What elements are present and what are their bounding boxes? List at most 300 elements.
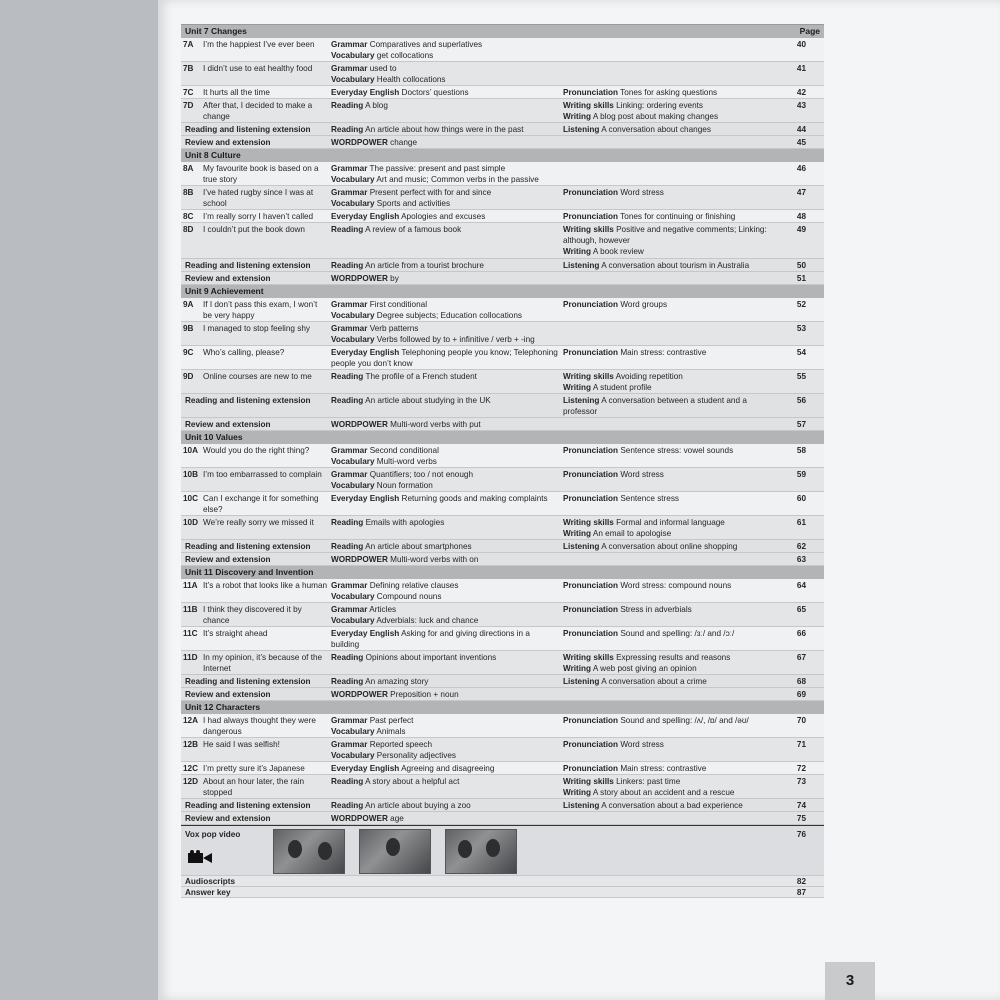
content-line: [563, 541, 783, 552]
language-focus: [331, 260, 559, 271]
lesson-title: Online courses are new to me: [203, 372, 312, 381]
skill-text: Health collocations: [374, 75, 446, 84]
content-line: [331, 211, 559, 222]
skills-focus: [563, 541, 783, 552]
language-focus: [331, 776, 559, 787]
page-ref: 62: [796, 542, 806, 551]
lesson-title: About an hour later, the rain stopped: [203, 777, 305, 797]
content-line: [331, 469, 559, 480]
skills-focus: [563, 800, 783, 811]
content-line: [331, 63, 559, 74]
skill-text: Stress in adverbials: [618, 605, 692, 614]
skill-text: A book review: [591, 247, 644, 256]
skill-text: Compound nouns: [374, 592, 442, 601]
lesson-row: [181, 186, 824, 210]
page-ref: 61: [796, 518, 806, 527]
content-line: [563, 652, 783, 663]
skill-text: Art and music; Common verbs in the passive: [374, 175, 539, 184]
content-line: [331, 198, 559, 209]
skill-text: A web post giving an opinion: [591, 664, 697, 673]
video-thumbnail[interactable]: [445, 829, 517, 874]
skill-text: Sports and activities: [374, 199, 451, 208]
skill-label: Everyday English: [331, 348, 400, 357]
skills-focus: [563, 517, 783, 539]
skill-text: A conversation about a crime: [599, 677, 707, 686]
skill-text: Apologies and excuses: [399, 212, 486, 221]
lesson-code: 11A: [183, 581, 198, 590]
language-focus: [331, 469, 559, 491]
content-line: [563, 211, 783, 222]
skill-text: Preposition + noun: [387, 690, 459, 699]
skills-focus: [563, 395, 783, 417]
skill-label: Listening: [563, 396, 600, 405]
skill-label: Vocabulary: [331, 175, 375, 184]
contents-table: [181, 24, 824, 898]
unit-header: [181, 701, 824, 714]
content-line: [331, 615, 559, 626]
skill-label: Writing: [563, 247, 592, 256]
lesson-row: [181, 444, 824, 468]
skill-label: Reading: [331, 372, 364, 381]
skill-label: Writing skills: [563, 101, 614, 110]
skill-label: Grammar: [331, 324, 368, 333]
language-focus: [331, 676, 559, 687]
skills-focus: [563, 628, 783, 639]
language-focus: [331, 628, 559, 650]
page-ref: 75: [796, 814, 806, 823]
skill-label: Pronunciation: [563, 764, 619, 773]
extension-row: [181, 123, 824, 136]
skill-text: Personality adjectives: [374, 751, 456, 760]
content-line: [331, 676, 559, 687]
content-line: [563, 260, 783, 271]
language-focus: [331, 517, 559, 528]
lesson-code: 9A: [183, 300, 194, 309]
skill-text: Tones for continuing or finishing: [618, 212, 736, 221]
skill-text: A conversation between a student and a professor: [563, 396, 747, 416]
skill-label: Grammar: [331, 470, 368, 479]
video-thumbnail[interactable]: [273, 829, 345, 874]
skill-text: Positive and negative comments; Linking: although, however: [563, 225, 767, 245]
skill-label: WORDPOWER: [331, 555, 388, 564]
content-line: [563, 382, 783, 393]
skills-focus: [563, 445, 783, 456]
skill-label: Pronunciation: [563, 470, 619, 479]
content-line: [331, 334, 559, 345]
skills-focus: [563, 493, 783, 504]
video-camera-icon: [187, 850, 213, 864]
skill-text: Comparatives and superlatives: [367, 40, 483, 49]
content-line: [563, 445, 783, 456]
page-ref: 47: [796, 188, 806, 197]
lesson-code: 10C: [183, 494, 199, 503]
skill-label: Grammar: [331, 740, 368, 749]
content-line: [331, 100, 559, 111]
skill-text: used to: [367, 64, 397, 73]
skills-focus: [563, 224, 783, 257]
lesson-row: [181, 492, 824, 516]
content-line: [331, 554, 559, 565]
skill-text: A blog post about making changes: [591, 112, 719, 121]
skill-label: Writing: [563, 788, 592, 797]
skills-focus: [563, 776, 783, 798]
skill-label: Reading: [331, 801, 364, 810]
content-line: [563, 469, 783, 480]
extension-title: Review and extension: [185, 420, 271, 429]
skill-label: Reading: [331, 261, 364, 270]
extension-row: [181, 394, 824, 418]
content-line: [331, 480, 559, 491]
skill-label: Grammar: [331, 164, 368, 173]
language-focus: [331, 604, 559, 626]
skill-label: Reading: [331, 225, 364, 234]
lesson-code: 8C: [183, 212, 194, 221]
skill-text: A blog: [363, 101, 388, 110]
content-line: [331, 39, 559, 50]
language-focus: [331, 419, 559, 430]
skill-label: WORDPOWER: [331, 690, 388, 699]
content-line: [563, 787, 783, 798]
page-ref: 69: [796, 690, 806, 699]
language-focus: [331, 187, 559, 209]
content-line: [331, 445, 559, 456]
skill-text: Tones for asking questions: [618, 88, 718, 97]
skill-label: Vocabulary: [331, 751, 375, 760]
page-ref: 46: [796, 164, 806, 173]
extension-title: Reading and listening extension: [185, 801, 311, 810]
skill-text: A conversation about changes: [599, 125, 711, 134]
lesson-code: 7A: [183, 40, 194, 49]
page-ref: 60: [796, 494, 806, 503]
skills-focus: [563, 87, 783, 98]
lesson-row: [181, 762, 824, 775]
lesson-code: 8B: [183, 188, 194, 197]
skill-text: Doctors’ questions: [399, 88, 469, 97]
skill-text: First conditional: [367, 300, 428, 309]
content-line: [563, 224, 783, 246]
lesson-code: 7C: [183, 88, 194, 97]
skill-text: Main stress: contrastive: [618, 348, 707, 357]
skill-text: Sentence stress: [618, 494, 680, 503]
content-line: [563, 580, 783, 591]
skill-label: Reading: [331, 777, 364, 786]
skill-text: An article about smartphones: [363, 542, 472, 551]
page-ref: 74: [796, 801, 806, 810]
skill-text: Adverbials: luck and chance: [374, 616, 479, 625]
skill-label: Listening: [563, 801, 600, 810]
lesson-code: 11C: [183, 629, 198, 638]
skill-label: WORDPOWER: [331, 274, 388, 283]
content-line: [563, 246, 783, 257]
lesson-title: We’re really sorry we missed it: [203, 518, 314, 527]
page-ref: 64: [796, 581, 806, 590]
lesson-code: 8D: [183, 225, 194, 234]
content-line: [563, 676, 783, 687]
skill-label: Vocabulary: [331, 481, 375, 490]
skill-label: Writing skills: [563, 372, 614, 381]
page-ref: 54: [796, 348, 806, 357]
content-line: [331, 517, 559, 528]
skill-text: Linking: ordering events: [613, 101, 704, 110]
skill-text: The profile of a French student: [363, 372, 477, 381]
extension-row: [181, 553, 824, 566]
skill-text: Multi-word verbs with on: [387, 555, 479, 564]
page-ref: 53: [796, 324, 806, 333]
skill-text: Avoiding repetition: [613, 372, 683, 381]
content-line: [331, 174, 559, 185]
skill-text: An email to apologise: [591, 529, 672, 538]
unit-header: [181, 25, 824, 38]
skills-focus: [563, 469, 783, 480]
skill-label: Grammar: [331, 188, 368, 197]
skill-label: Grammar: [331, 605, 368, 614]
skill-text: change: [387, 138, 417, 147]
extension-row: [181, 799, 824, 812]
skill-text: A story about an accident and a rescue: [591, 788, 735, 797]
language-focus: [331, 124, 559, 135]
skill-text: Expressing results and reasons: [613, 653, 731, 662]
skill-text: get collocations: [374, 51, 434, 60]
unit-header: [181, 431, 824, 444]
page-ref: 41: [796, 64, 806, 73]
skill-text: Sound and spelling: /ɜː/ and /ɔː/: [618, 629, 735, 638]
video-thumbnail[interactable]: [359, 829, 431, 874]
content-line: [331, 776, 559, 787]
language-focus: [331, 299, 559, 321]
lesson-title: Who’s calling, please?: [203, 348, 285, 357]
lesson-title: I had always thought they were dangerous: [203, 716, 316, 736]
lesson-row: [181, 579, 824, 603]
extension-row: [181, 675, 824, 688]
lesson-code: 10B: [183, 470, 199, 479]
appendix-title: Answer key: [185, 888, 231, 897]
skills-focus: [563, 763, 783, 774]
page-ref: 67: [796, 653, 806, 662]
content-line: [563, 628, 783, 639]
language-focus: [331, 554, 559, 565]
unit-header: [181, 285, 824, 298]
content-line: [563, 187, 783, 198]
language-focus: [331, 715, 559, 737]
skill-text: A story about a helpful act: [363, 777, 460, 786]
content-line: [563, 395, 783, 417]
lesson-row: [181, 322, 824, 346]
content-line: [331, 726, 559, 737]
lesson-code: 10D: [183, 518, 199, 527]
language-focus: [331, 347, 559, 369]
page-ref: 50: [796, 261, 806, 270]
page-ref: 55: [796, 372, 806, 381]
skill-text: Degree subjects; Education collocations: [374, 311, 522, 320]
lesson-title: I’ve hated rugby since I was at school: [203, 188, 314, 208]
skill-text: Present perfect with for and since: [367, 188, 492, 197]
skills-focus: [563, 580, 783, 591]
unit-title: Unit 12 Characters: [185, 702, 261, 712]
page-column-header: Page: [799, 26, 820, 36]
lesson-row: [181, 38, 824, 62]
content-line: [331, 628, 559, 650]
page-ref: 49: [796, 225, 806, 234]
content-line: [331, 395, 559, 406]
page-ref: 71: [796, 740, 806, 749]
skill-text: Verb patterns: [367, 324, 419, 333]
page-ref: 52: [796, 300, 806, 309]
skill-text: Word stress: [618, 188, 664, 197]
skill-text: Emails with apologies: [363, 518, 445, 527]
skill-text: Word stress: [618, 740, 664, 749]
extension-title: Review and extension: [185, 274, 271, 283]
extension-row: [181, 540, 824, 553]
content-line: [331, 715, 559, 726]
skill-label: Vocabulary: [331, 335, 375, 344]
content-line: [563, 87, 783, 98]
lesson-code: 12C: [183, 764, 199, 773]
content-line: [563, 111, 783, 122]
lesson-row: [181, 516, 824, 540]
language-focus: [331, 763, 559, 774]
appendix-row: [181, 887, 824, 898]
lesson-row: [181, 346, 824, 370]
skill-label: Pronunciation: [563, 212, 619, 221]
skill-text: Sound and spelling: /ʌ/, /ɒ/ and /əʊ/: [618, 716, 749, 725]
appendix-title: Audioscripts: [185, 877, 236, 886]
content-line: [331, 371, 559, 382]
skill-label: Everyday English: [331, 88, 400, 97]
skill-text: Telephoning people you know; Telephoning people you don’t know: [331, 348, 558, 368]
lesson-title: If I don’t pass this exam, I won’t be very happy: [203, 300, 318, 320]
skills-focus: [563, 371, 783, 393]
skill-text: Word groups: [618, 300, 668, 309]
content-line: [563, 776, 783, 787]
extension-title: Review and extension: [185, 814, 271, 823]
skill-label: Grammar: [331, 64, 368, 73]
extension-title: Review and extension: [185, 555, 271, 564]
content-line: [331, 347, 559, 369]
page-number: 3: [825, 962, 875, 1000]
language-focus: [331, 445, 559, 467]
language-focus: [331, 580, 559, 602]
skills-focus: [563, 124, 783, 135]
language-focus: [331, 541, 559, 552]
skill-text: Main stress: contrastive: [618, 764, 707, 773]
skill-label: Reading: [331, 653, 364, 662]
extension-row: [181, 136, 824, 149]
skills-focus: [563, 604, 783, 615]
page-ref: 70: [796, 716, 806, 725]
skill-text: Linkers: past time: [613, 777, 681, 786]
lesson-row: [181, 603, 824, 627]
page-ref: 42: [796, 88, 806, 97]
language-focus: [331, 211, 559, 222]
skill-text: Word stress: [618, 470, 664, 479]
skill-label: WORDPOWER: [331, 814, 388, 823]
content-line: [563, 124, 783, 135]
content-line: [331, 323, 559, 334]
lesson-title: I’m pretty sure it’s Japanese: [203, 764, 305, 773]
skill-text: age: [387, 814, 404, 823]
extension-row: [181, 812, 824, 825]
language-focus: [331, 371, 559, 382]
lesson-code: 9C: [183, 348, 194, 357]
skill-text: Returning goods and making complaints: [399, 494, 548, 503]
page-ref: 57: [796, 420, 806, 429]
skill-text: by: [387, 274, 399, 283]
skill-label: Vocabulary: [331, 592, 375, 601]
content-line: [331, 310, 559, 321]
extension-title: Reading and listening extension: [185, 261, 311, 270]
content-line: [331, 813, 559, 824]
skill-text: Past perfect: [367, 716, 414, 725]
skill-label: Everyday English: [331, 764, 400, 773]
skill-text: Word stress: compound nouns: [618, 581, 732, 590]
skill-label: Grammar: [331, 581, 368, 590]
content-line: [331, 187, 559, 198]
skill-text: Formal and informal language: [613, 518, 725, 527]
lesson-row: [181, 651, 824, 675]
unit-title: Unit 8 Culture: [185, 150, 241, 160]
language-focus: [331, 689, 559, 700]
page-ref: 48: [796, 212, 806, 221]
language-focus: [331, 163, 559, 185]
skill-label: Everyday English: [331, 494, 400, 503]
lesson-title: Would you do the right thing?: [203, 446, 310, 455]
skill-text: Quantifiers; too / not enough: [367, 470, 474, 479]
lesson-title: It’s straight ahead: [203, 629, 268, 638]
lesson-title: He said I was selfish!: [203, 740, 280, 749]
skill-text: An article about how things were in the past: [363, 125, 524, 134]
skills-focus: [563, 100, 783, 122]
skill-label: WORDPOWER: [331, 138, 388, 147]
extension-row: [181, 418, 824, 431]
lesson-title: Can I exchange it for something else?: [203, 494, 319, 514]
skill-label: Vocabulary: [331, 51, 375, 60]
lesson-title: I’m too embarrassed to complain: [203, 470, 322, 479]
lesson-title: I’m the happiest I’ve ever been: [203, 40, 315, 49]
page-ref: 82: [796, 877, 806, 886]
skill-label: Everyday English: [331, 629, 400, 638]
extension-row: [181, 688, 824, 701]
skill-label: Vocabulary: [331, 727, 375, 736]
skills-focus: [563, 260, 783, 271]
content-line: [563, 763, 783, 774]
language-focus: [331, 800, 559, 811]
language-focus: [331, 273, 559, 284]
page-ref: 72: [796, 764, 806, 773]
content-line: [331, 419, 559, 430]
content-line: [331, 124, 559, 135]
skill-label: Pronunciation: [563, 716, 619, 725]
skill-label: Reading: [331, 125, 364, 134]
extension-title: Reading and listening extension: [185, 677, 311, 686]
lesson-code: 9B: [183, 324, 194, 333]
lesson-code: 11B: [183, 605, 198, 614]
skill-label: Writing: [563, 112, 592, 121]
unit-header: [181, 149, 824, 162]
content-line: [331, 763, 559, 774]
appendix-row: [181, 876, 824, 887]
lesson-code: 7B: [183, 64, 194, 73]
content-line: [331, 87, 559, 98]
lesson-row: [181, 627, 824, 651]
content-line: [331, 224, 559, 235]
content-line: [331, 689, 559, 700]
skill-label: Grammar: [331, 300, 368, 309]
skill-text: Animals: [374, 727, 406, 736]
page-ref: 56: [796, 396, 806, 405]
content-line: [563, 739, 783, 750]
skill-label: Grammar: [331, 716, 368, 725]
skill-text: An article about studying in the UK: [363, 396, 491, 405]
